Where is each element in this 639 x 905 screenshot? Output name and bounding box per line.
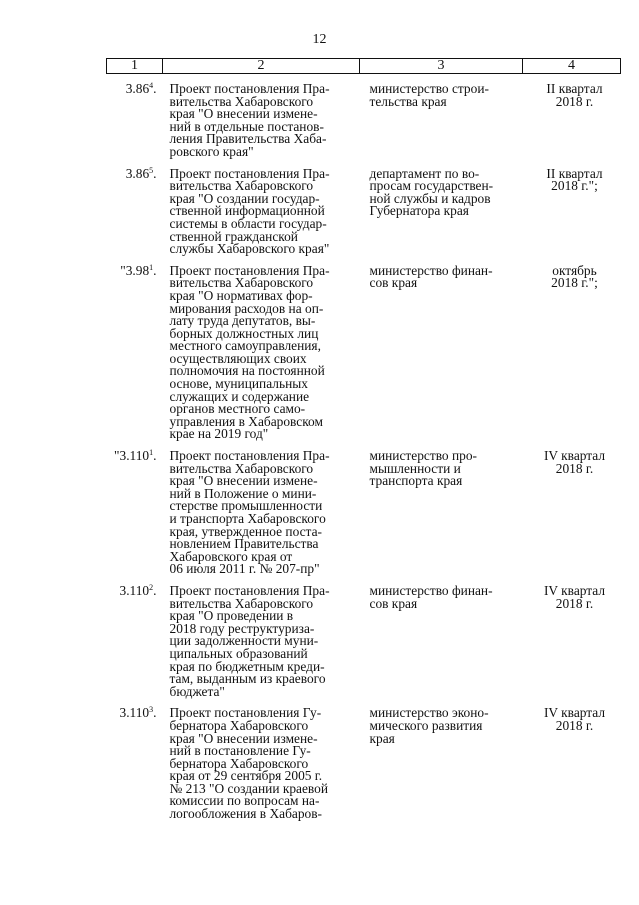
table-row xyxy=(107,698,621,820)
table-row xyxy=(107,159,621,256)
item-title: Проект постановления Пра- вительства Хабаровского края "О нормативах фор- мирования расходов на оп- лату труда депутатов, вы- борных должностных лиц местного самоуправления, осуществляющих своих полномочия на постоянной основе, муниципальных служащих и содержание органов местного само- управления в Хабаровском крае на 2019 год" xyxy=(169,262,330,442)
item-number: 3.110$^2$. xyxy=(119,582,157,598)
table-header-row xyxy=(107,59,621,74)
item-responsible: министерство финан- сов края xyxy=(369,582,493,611)
item-title: Проект постановления Пра- вительства Хабаровского края "О проведении в 2018 году реструктуриза- ции задолженности муни- ципальных образований края по бюджетным креди- там, выданным из краевого бюджета" xyxy=(169,582,330,699)
item-title: Проект постановления Пра- вительства Хабаровского края "О внесении измене- ний в отдельные постанов- ления Правительства Хаба- ровского края" xyxy=(169,81,330,159)
table-row xyxy=(107,441,621,576)
page-number: 12 xyxy=(312,32,327,47)
item-number: 3.110$^3$. xyxy=(119,705,157,721)
item-number: 3.86$^5$. xyxy=(125,165,157,181)
item-term: IV квартал 2018 г. xyxy=(543,705,606,733)
item-number: "3.110$^1$. xyxy=(114,448,157,464)
item-term: II квартал 2018 г."; xyxy=(546,165,603,194)
item-number: 3.86$^4$. xyxy=(125,81,157,96)
item-title: Проект постановления Пра- вительства Хабаровского края "О создании государ- ственной информационной системы в области государ- ственной гражданской службы Хабаровского края" xyxy=(169,165,330,257)
item-term: IV квартал 2018 г. xyxy=(543,448,606,476)
item-term: октябрь 2018 г."; xyxy=(551,262,598,291)
item-responsible: министерство про- мышленности и транспорта края xyxy=(369,448,477,489)
plan-table xyxy=(106,58,621,821)
table-row xyxy=(107,576,621,698)
item-responsible: департамент по во- просам государствен- ной службы и кадров Губернатора края xyxy=(369,165,494,219)
item-term: IV квартал 2018 г. xyxy=(543,582,606,611)
table-row xyxy=(107,74,621,159)
item-responsible: министерство финан- сов края xyxy=(369,262,493,291)
item-term: II квартал 2018 г. xyxy=(546,81,603,109)
column-header: 1 xyxy=(107,59,163,74)
column-header: 3 xyxy=(360,59,523,74)
item-title: Проект постановления Пра- вительства Хабаровского края "О внесении измене- ний в Положение о мини- стерстве промышленности и транспорта Хабаровского края, утвержденное поста- новлением Правительства Хабаровского края от 06 июля 2011 г. № 207-пр" xyxy=(169,448,330,577)
column-header: 2 xyxy=(163,59,360,74)
item-number: "3.98$^1$. xyxy=(120,262,157,278)
column-header: 4 xyxy=(523,59,621,74)
item-responsible: министерство строи- тельства края xyxy=(369,81,489,109)
item-title: Проект постановления Гу- бернатора Хабаровского края "О внесении измене- ний в постановление Гу- бернатора Хабаровского края от 29 сентября 2005 г. № 213 "О создании краевой комиссии по вопросам на- логообложения в Хабаров- xyxy=(169,705,329,822)
table-row xyxy=(107,256,621,441)
item-responsible: министерство эконо- мического развития края xyxy=(369,705,489,746)
